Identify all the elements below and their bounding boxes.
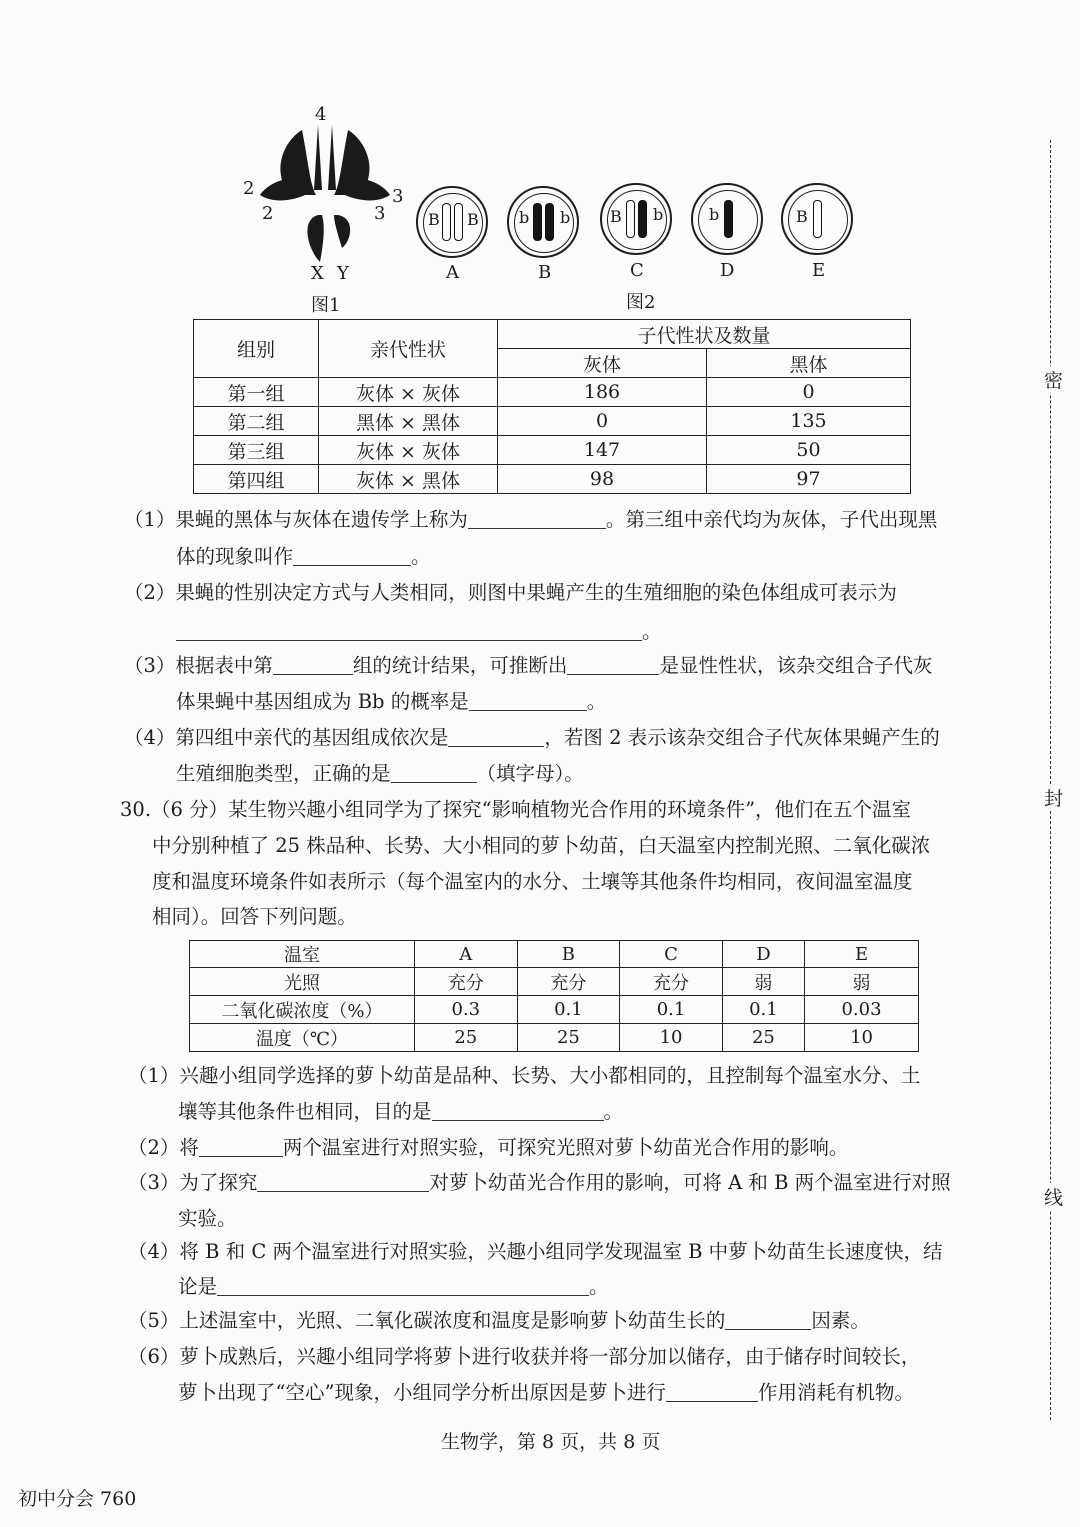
q30-4-line2: 论是 。	[178, 1275, 609, 1298]
answer-blank[interactable]	[176, 622, 642, 641]
q30-intro-1: 30.（6 分）某生物兴趣小组同学为了探究“影响植物光合作用的环境条件”，他们在五个温室	[120, 798, 912, 821]
header-parent: 亲代性状	[319, 320, 498, 378]
cell-d-label: D	[720, 260, 735, 281]
cell: 光照	[190, 968, 415, 996]
answer-blank[interactable]	[725, 1311, 811, 1330]
table-row	[190, 996, 919, 1024]
gene-label: B	[610, 207, 622, 226]
q29-4-line1: （4）第四组中亲代的基因组成依次是 ，若图 2 表示该杂交组合子代灰体果蝇产生的	[124, 726, 940, 749]
cell: 充分	[620, 968, 723, 996]
cell-parent: 灰体 × 灰体	[319, 436, 498, 465]
header-gray: 灰体	[498, 349, 707, 378]
q30-6-line2: 萝卜出现了“空心”现象，小组同学分析出原因是萝卜进行 作用消耗有机物。	[178, 1381, 914, 1404]
fig1-label-y: Y	[337, 263, 349, 284]
q29-2-line1: （2）果蝇的性别决定方式与人类相同，则图中果蝇产生的生殖细胞的染色体组成可表示为	[124, 581, 897, 604]
cell-group: 第二组	[194, 407, 319, 436]
cell-black: 135	[707, 407, 911, 436]
table-row	[190, 1024, 919, 1052]
cell: D	[722, 941, 804, 968]
answer-blank[interactable]	[567, 656, 659, 675]
cell: 0.3	[415, 996, 518, 1024]
answer-blank[interactable]	[293, 547, 411, 566]
cell-parent: 灰体 × 灰体	[319, 378, 498, 407]
cell-group: 第一组	[194, 378, 319, 407]
cell-group: 第三组	[194, 436, 319, 465]
q30-3-line1: （3）为了探究 对萝卜幼苗光合作用的影响，可将 A 和 B 两个温室进行对照	[128, 1171, 951, 1194]
header-offspring: 子代性状及数量	[498, 320, 911, 349]
answer-blank[interactable]	[448, 728, 544, 747]
cell-b	[507, 186, 579, 258]
cell-a	[416, 186, 488, 258]
gene-label: B	[428, 210, 440, 229]
cell: E	[805, 941, 919, 968]
gene-label: b	[560, 208, 571, 227]
cell-c	[600, 183, 672, 255]
gene-label: b	[519, 208, 530, 227]
q30-intro-4: 相同）。回答下列问题。	[152, 905, 357, 928]
answer-blank[interactable]	[273, 656, 353, 675]
answer-blank[interactable]	[217, 1277, 589, 1296]
table-row	[194, 465, 911, 494]
cell-d	[691, 183, 763, 255]
fig1-label-x: X	[311, 263, 324, 284]
cell: A	[415, 941, 518, 968]
seal-line	[1050, 140, 1051, 1420]
cell-gray: 0	[498, 407, 707, 436]
cell-e	[781, 183, 853, 255]
figure-1-caption: 图1	[311, 295, 341, 316]
answer-blank[interactable]	[391, 764, 477, 783]
cell: 0.03	[805, 996, 919, 1024]
table-row	[194, 407, 911, 436]
answer-blank[interactable]	[432, 1102, 604, 1121]
cell: 温度（℃）	[190, 1024, 415, 1052]
q30-4-line1: （4）将 B 和 C 两个温室进行对照实验，兴趣小组同学发现温室 B 中萝卜幼苗生长速度快，结	[128, 1240, 943, 1263]
q29-3-line1: （3）根据表中第 组的统计结果，可推断出 是显性性状，该杂交组合子代灰	[124, 654, 933, 677]
fig1-label-2b: 2	[262, 203, 274, 224]
cell: 10	[620, 1024, 723, 1052]
cell: 充分	[415, 968, 518, 996]
q30-3-line2: 实验。	[178, 1207, 237, 1230]
cell-black: 50	[707, 436, 911, 465]
answer-blank[interactable]	[666, 1383, 758, 1402]
cell: 0.1	[517, 996, 620, 1024]
q29-1-line2: 体的现象叫作 。	[176, 545, 431, 568]
table-row	[194, 436, 911, 465]
gene-label: b	[709, 205, 720, 224]
page-footer: 生物学，第 8 页，共 8 页	[441, 1431, 661, 1453]
q29-4-line2: 生殖细胞类型，正确的是 （填字母）。	[176, 762, 584, 785]
cell: 弱	[805, 968, 919, 996]
fig1-label-2a: 2	[243, 178, 255, 199]
gene-label: b	[653, 205, 664, 224]
figure-2-caption: 图2	[626, 292, 656, 313]
cell-gray: 98	[498, 465, 707, 494]
q30-1-line1: （1）兴趣小组同学选择的萝卜幼苗是品种、长势、大小都相同的，且控制每个温室水分、土	[128, 1064, 921, 1087]
cell: C	[620, 941, 723, 968]
gene-label: B	[467, 210, 479, 229]
cell: 充分	[517, 968, 620, 996]
gene-label: B	[796, 207, 808, 226]
cell-parent: 灰体 × 黑体	[319, 465, 498, 494]
cell: 弱	[722, 968, 804, 996]
cell: 温室	[190, 941, 415, 968]
cell-parent: 黑体 × 黑体	[319, 407, 498, 436]
cell-a-label: A	[446, 262, 459, 283]
seal-char-mi: 密	[1044, 366, 1063, 393]
table-row	[190, 941, 919, 968]
cell-gray: 186	[498, 378, 707, 407]
fig1-label-3b: 3	[374, 203, 386, 224]
cell: 0.1	[722, 996, 804, 1024]
cell: 25	[722, 1024, 804, 1052]
q29-1-line1: （1）果蝇的黑体与灰体在遗传学上称为 。第三组中亲代均为灰体，子代出现黑	[124, 508, 938, 531]
header-group: 组别	[194, 320, 319, 378]
cell: 25	[415, 1024, 518, 1052]
cell: 25	[517, 1024, 620, 1052]
cell-c-label: C	[630, 260, 644, 281]
cell: 二氧化碳浓度（%）	[190, 996, 415, 1024]
q30-1-line2: 壤等其他条件也相同，目的是 。	[178, 1100, 624, 1123]
cell-group: 第四组	[194, 465, 319, 494]
q30-intro-3: 度和温度环境条件如表所示（每个温室内的水分、土壤等其他条件均相同，夜间温室温度	[152, 870, 913, 893]
cell-gray: 147	[498, 436, 707, 465]
table-row	[194, 378, 911, 407]
q30-2: （2）将 两个温室进行对照实验，可探究光照对萝卜幼苗光合作用的影响。	[128, 1136, 849, 1159]
cell: 10	[805, 1024, 919, 1052]
cell: 0.1	[620, 996, 723, 1024]
cell-black: 97	[707, 465, 911, 494]
answer-blank[interactable]	[468, 510, 606, 529]
seal-char-feng: 封	[1044, 784, 1063, 811]
fig1-label-4: 4	[315, 104, 327, 125]
fig1-label-3a: 3	[392, 186, 404, 207]
cell: B	[517, 941, 620, 968]
cell-black: 0	[707, 378, 911, 407]
answer-blank[interactable]	[469, 692, 587, 711]
q30-6-line1: （6）萝卜成熟后，兴趣小组同学将萝卜进行收获并将一部分加以储存，由于储存时间较长，	[128, 1345, 921, 1368]
table-row	[190, 968, 919, 996]
cell-e-label: E	[812, 260, 826, 281]
q30-intro-2: 中分别种植了 25 株品种、长势、大小相同的萝卜幼苗，白天温室内控制光照、二氧化碳浓	[152, 834, 931, 857]
header-black: 黑体	[707, 349, 911, 378]
watermark: 初中分会 760	[18, 1488, 137, 1510]
answer-blank[interactable]	[199, 1138, 283, 1157]
cell-b-label: B	[538, 262, 552, 283]
q29-3-line2: 体果蝇中基因组成为 Bb 的概率是 。	[176, 690, 607, 713]
q29-2-line2: 。	[176, 620, 662, 644]
seal-char-xian: 线	[1044, 1183, 1063, 1210]
q30-5: （5）上述温室中，光照、二氧化碳浓度和温度是影响萝卜幼苗生长的 因素。	[128, 1309, 870, 1332]
greenhouse-table	[189, 940, 919, 1052]
answer-blank[interactable]	[257, 1173, 429, 1192]
cross-results-table	[193, 319, 911, 494]
